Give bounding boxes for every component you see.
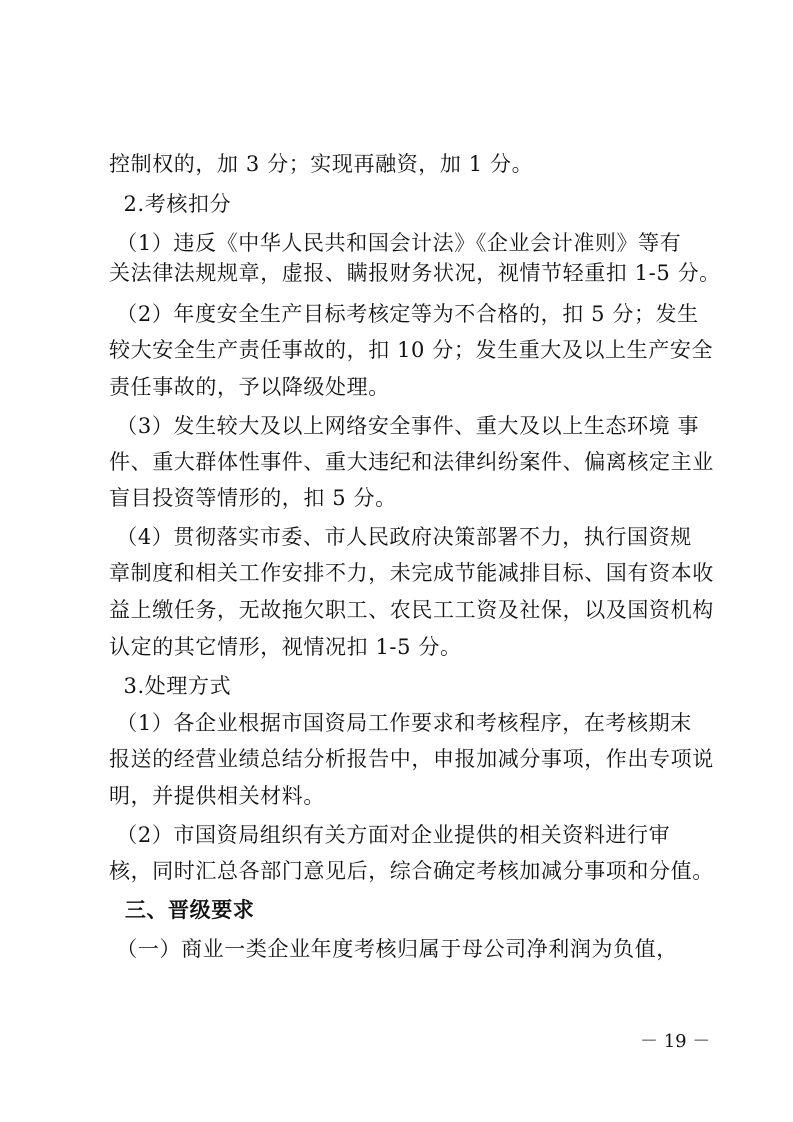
text-line: 益上缴任务，无故拖欠职工、农民工工资及社保，以及国资机构 — [109, 598, 714, 622]
text-line: （4）贯彻落实市委、市人民政府决策部署不力，执行国资规 — [109, 525, 692, 549]
section-heading: 2.考核扣分 — [109, 192, 232, 216]
text-line: （1）违反《中华人民共和国会计法》《企业会计准则》等有 — [109, 231, 682, 255]
text-line: 盲目投资等情形的，扣 5 分。 — [109, 486, 397, 510]
text-line: （2）市国资局组织有关方面对企业提供的相关资料进行审 — [109, 823, 671, 847]
text-line: （一）商业一类企业年度考核归属于母公司净利润为负值， — [109, 937, 678, 961]
text-line: 较大安全生产责任事故的，扣 10 分；发生重大及以上生产安全 — [109, 338, 714, 362]
text-line: 章制度和相关工作安排不力，未完成节能减排目标、国有资本收 — [109, 561, 714, 585]
section-heading: 3.处理方式 — [109, 674, 232, 698]
text-line: 控制权的，加 3 分；实现再融资，加 1 分。 — [109, 152, 534, 176]
text-line: 责任事故的，予以降级处理。 — [109, 375, 390, 399]
section-heading: 三、晋级要求 — [109, 897, 255, 922]
text-line: 关法律法规规章，虚报、瞒报财务状况，视情节轻重扣 1-5 分。 — [109, 261, 721, 285]
text-line: 件、重大群体性事件、重大违纪和法律纠纷案件、偏离核定主业 — [109, 450, 714, 474]
text-line: 核，同时汇总各部门意见后，综合确定考核加减分事项和分值。 — [109, 859, 714, 883]
text-line: （2）年度安全生产目标考核定等为不合格的，扣 5 分；发生 — [109, 302, 699, 326]
text-line: 认定的其它情形，视情况扣 1-5 分。 — [109, 635, 462, 659]
page-number: － 19 － — [640, 1031, 711, 1052]
text-line: 明，并提供相关材料。 — [109, 784, 325, 808]
text-line: （1）各企业根据市国资局工作要求和考核程序，在考核期末 — [109, 711, 692, 735]
text-line: 报送的经营业绩总结分析报告中，申报加减分事项，作出专项说 — [109, 747, 714, 771]
text-line: （3）发生较大及以上网络安全事件、重大及以上生态环境 事 — [109, 414, 700, 438]
